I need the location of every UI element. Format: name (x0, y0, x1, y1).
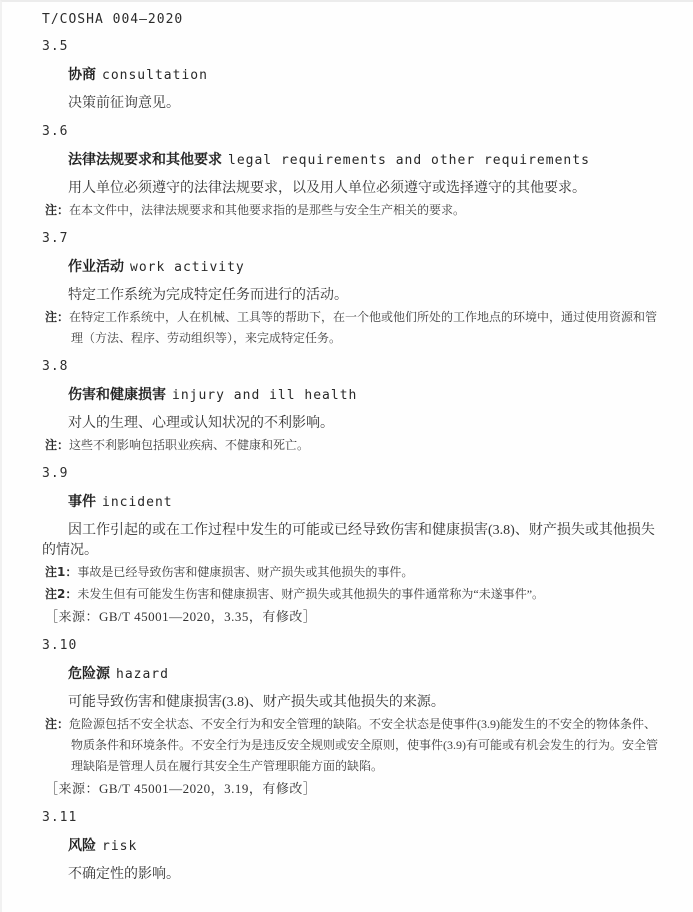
term-english: risk (102, 839, 138, 854)
note-text: 这些不利影响包括职业疾病、不健康和死亡。 (69, 438, 310, 452)
notes-block (42, 307, 667, 349)
definition-text: 因工作引起的或在工作过程中发生的可能或已经导致伤害和健康损害(3.8)、财产损失或其他损失的情况。 (42, 523, 655, 558)
term-chinese: 危险源 (68, 666, 110, 682)
term-line (68, 664, 667, 684)
term-english: legal requirements and other requirements (228, 153, 590, 168)
note-line (45, 307, 667, 349)
term-line (68, 385, 667, 405)
definition-section (42, 230, 667, 349)
note-line (45, 200, 667, 221)
section-number: 3.5 (42, 39, 69, 54)
definition-text: 特定工作系统为完成特定任务而进行的活动。 (68, 288, 348, 303)
definition-section (42, 809, 667, 885)
notes-block (42, 200, 667, 221)
definition-section (42, 123, 667, 221)
definition-text: 可能导致伤害和健康损害(3.8)、财产损失或其他损失的来源。 (68, 695, 445, 710)
definition-text: 对人的生理、心理或认知状况的不利影响。 (68, 416, 334, 431)
term-english: injury and ill health (172, 388, 358, 403)
source-reference: ［来源：GB/T 45001—2020，3.35，有修改］ (45, 609, 317, 624)
term-chinese: 事件 (68, 494, 96, 510)
term-english: incident (102, 495, 173, 510)
term-english: hazard (116, 667, 169, 682)
source-reference: ［来源：GB/T 45001—2020，3.19，有修改］ (45, 781, 317, 796)
section-number: 3.8 (42, 359, 69, 374)
term-chinese: 风险 (68, 838, 96, 854)
definition-section (42, 358, 667, 456)
term-line (68, 150, 667, 170)
note-text: 事故是已经导致伤害和健康损害、财产损失或其他损失的事件。 (77, 565, 414, 579)
note-line (45, 714, 667, 777)
term-line (68, 492, 667, 512)
term-line (68, 257, 667, 277)
notes-block (42, 562, 667, 605)
section-number: 3.10 (42, 638, 78, 653)
page-header-standard-number: T/COSHA 004—2020 (42, 12, 184, 27)
note-label: 注1： (45, 565, 78, 579)
note-label: 注： (45, 203, 70, 217)
note-text: 未发生但有可能发生伤害和健康损害、财产损失或其他损失的事件通常称为“未遂事件”。 (77, 587, 545, 601)
note-line (45, 584, 667, 605)
term-english: consultation (102, 68, 208, 83)
note-label: 注2： (45, 587, 78, 601)
note-text: 危险源包括不安全状态、不安全行为和安全管理的缺陷。不安全状态是使事件(3.9)能发生的不安全的物体条件、物质条件和环境条件。不安全行为是违反安全规则或安全原则，使事件(3.9)有可能或有机会发生的行为。安全管理缺陷是管理人员在履行其安全生产管理职能方面的缺陷。 (69, 717, 658, 773)
definition-text: 决策前征询意见。 (68, 96, 180, 111)
term-line (68, 65, 667, 85)
definition-section (42, 637, 667, 800)
definition-text: 不确定性的影响。 (68, 867, 180, 882)
term-chinese: 法律法规要求和其他要求 (68, 152, 222, 168)
term-line (68, 836, 667, 856)
terms-and-definitions-list (42, 38, 667, 885)
definition-section (42, 38, 667, 114)
definition-text: 用人单位必须遵守的法律法规要求，以及用人单位必须遵守或选择遵守的其他要求。 (68, 181, 586, 196)
term-english: work activity (130, 260, 245, 275)
note-line (45, 435, 667, 456)
note-label: 注： (45, 310, 70, 324)
definition-section (42, 465, 667, 628)
note-text: 在特定工作系统中，人在机械、工具等的帮助下，在一个他或他们所处的工作地点的环境中，通过使用资源和管理（方法、程序、劳动组织等），来完成特定任务。 (69, 310, 658, 345)
note-label: 注： (45, 717, 70, 731)
section-number: 3.6 (42, 124, 69, 139)
notes-block (42, 435, 667, 456)
section-number: 3.7 (42, 231, 69, 246)
section-number: 3.11 (42, 810, 78, 825)
note-text: 在本文件中，法律法规要求和其他要求指的是那些与安全生产相关的要求。 (69, 203, 466, 217)
notes-block (42, 714, 667, 777)
term-chinese: 作业活动 (68, 259, 124, 275)
note-line (45, 562, 667, 583)
term-chinese: 伤害和健康损害 (68, 387, 166, 403)
note-label: 注： (45, 438, 70, 452)
section-number: 3.9 (42, 466, 69, 481)
term-chinese: 协商 (68, 67, 96, 83)
